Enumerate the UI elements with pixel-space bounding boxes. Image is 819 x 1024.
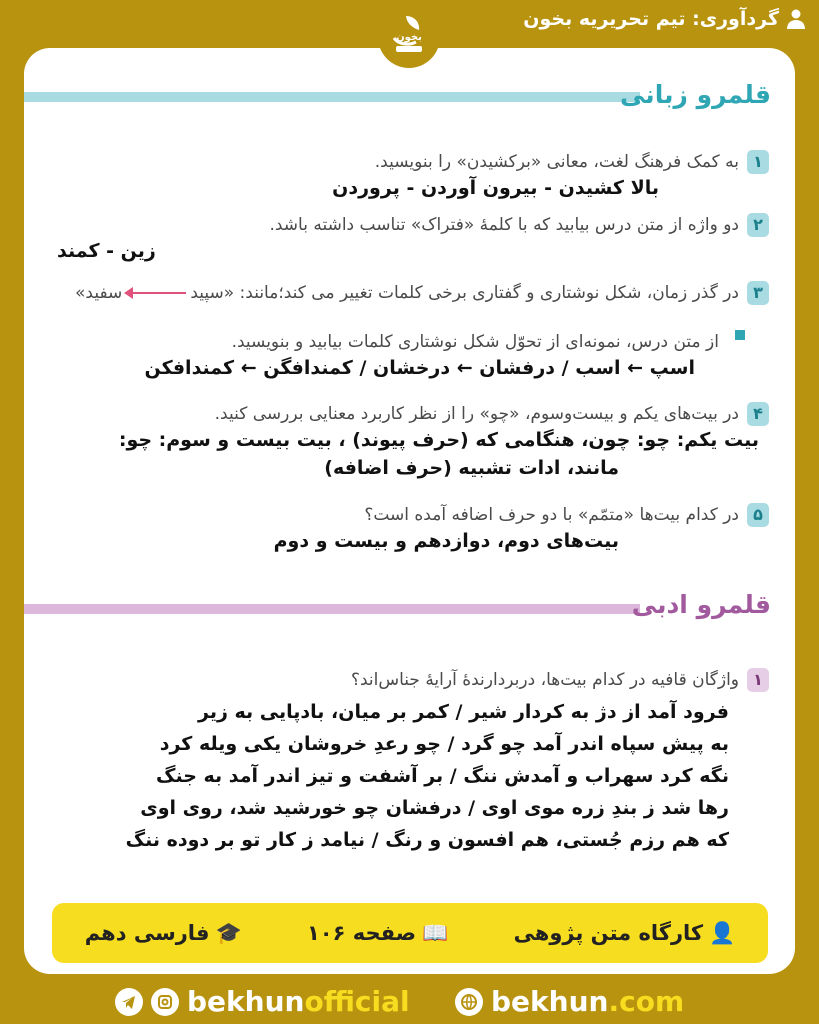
question-2 xyxy=(39,213,769,265)
credit-text: گردآوری: تیم تحریریه بخون xyxy=(523,8,779,30)
content-card xyxy=(24,48,795,974)
grade-label: فارسی دهم xyxy=(84,921,210,945)
q3-text-b: سفید» xyxy=(75,283,123,303)
instagram-icon[interactable] xyxy=(151,988,179,1016)
q3-number: ۳ xyxy=(747,281,769,305)
q5-text: در کدام بیت‌ها «متمّم» با دو حرف اضافه آمده است؟ xyxy=(364,505,739,525)
q1-number: ۱ xyxy=(747,150,769,174)
handle-b: official xyxy=(304,985,410,1018)
poem-line: نگه کرد سهراب و آمدش ننگ / بر آشفت و تیز اندر آمد به جنگ xyxy=(156,765,729,787)
question-3-sub xyxy=(39,330,745,382)
poem-line: فرود آمد از دژ به کردار شیر / کمر بر میان، بادپایی به زیر xyxy=(198,701,729,723)
site-b: .com xyxy=(608,985,685,1018)
graduation-icon: 🎓 xyxy=(215,920,242,945)
section2-divider xyxy=(24,604,640,614)
lq1-number: ۱ xyxy=(747,668,769,692)
q3-sub-answer: اسپ ← اسب / درفشان ← درخشان / کمندافگن ← کمندافکن xyxy=(144,357,695,379)
q4-number: ۴ xyxy=(747,402,769,426)
credit xyxy=(523,8,805,30)
page-label: صفحه ۱۰۶ xyxy=(306,921,417,945)
workshop-label: کارگاه متن پژوهی xyxy=(513,921,704,945)
section1-divider xyxy=(24,92,640,102)
user-icon xyxy=(787,9,805,29)
site-a: bekhun xyxy=(491,985,609,1018)
q1-answer: بالا کشیدن - بیرون آوردن - پروردن xyxy=(332,177,659,199)
q4-text: در بیت‌های یکم و بیست‌وسوم، «چو» را از نظر کاربرد معنایی بررسی کنید. xyxy=(214,404,739,424)
footer-page xyxy=(307,921,448,946)
logo-icon xyxy=(386,10,432,60)
section2-title: قلمرو ادبی xyxy=(631,590,771,619)
q1-text: به کمک فرهنگ لغت، معانی «برکشیدن» را بنویسید. xyxy=(374,152,739,172)
poem-lines xyxy=(39,696,769,856)
q2-text: دو واژه از متن درس بیابید که با کلمهٔ «فتراک» تناسب داشته باشد. xyxy=(269,215,739,235)
question-3 xyxy=(39,281,769,305)
q3-text-a: در گذر زمان، شکل نوشتاری و گفتاری برخی کلمات تغییر می کند؛مانند: «سپید xyxy=(190,283,739,303)
question-5 xyxy=(39,503,769,555)
logo-text: بخون xyxy=(396,32,422,43)
lq1-text: واژگان قافیه در کدام بیت‌ها، دربردارندهٔ آرایهٔ جناس‌اند؟ xyxy=(350,670,739,690)
globe-icon xyxy=(455,988,483,1016)
q2-answer: زین - کمند xyxy=(57,240,156,262)
website[interactable] xyxy=(455,985,684,1018)
teacher-icon: 👤 xyxy=(709,920,736,945)
social-bar xyxy=(0,985,819,1021)
q5-answer: بیت‌های دوم، دوازدهم و بیست و دوم xyxy=(273,530,619,552)
brand-logo xyxy=(378,2,440,68)
arrow-icon xyxy=(126,292,186,294)
footer-grade xyxy=(85,921,242,946)
poem-line: به پیش سپاه اندر آمد چو گرد / چو رعدِ خروشان یکی ویله کرد xyxy=(159,733,729,755)
handle-a: bekhun xyxy=(187,985,305,1018)
q4-answer-2: مانند، ادات تشبیه (حرف اضافه) xyxy=(324,457,619,479)
q2-number: ۲ xyxy=(747,213,769,237)
question-1 xyxy=(39,150,769,202)
footer-box xyxy=(52,903,768,963)
social-handle[interactable] xyxy=(115,985,410,1018)
literary-question-1 xyxy=(39,668,769,856)
section1-title: قلمرو زبانی xyxy=(620,80,771,109)
book-icon: 📖 xyxy=(422,920,449,945)
bullet-icon xyxy=(735,330,745,340)
q3-sub-text: از متن درس، نمونه‌ای از تحوّل شکل نوشتاری کلمات بیابید و بنویسید. xyxy=(231,332,719,352)
footer-workshop xyxy=(514,921,736,946)
q4-answer-1: بیت یکم: چو: چون، هنگامی که (حرف پیوند) ، بیت بیست و سوم: چو: xyxy=(118,429,759,451)
q5-number: ۵ xyxy=(747,503,769,527)
question-4 xyxy=(39,402,769,482)
telegram-icon[interactable] xyxy=(115,988,143,1016)
poem-line: که هم رزم جُستی، هم افسون و رنگ / نیامد ز کار تو بر دوده ننگ xyxy=(125,829,729,851)
poem-line: رها شد ز بندِ زره موی اوی / درفشان چو خورشید شد، روی اوی xyxy=(140,797,729,819)
